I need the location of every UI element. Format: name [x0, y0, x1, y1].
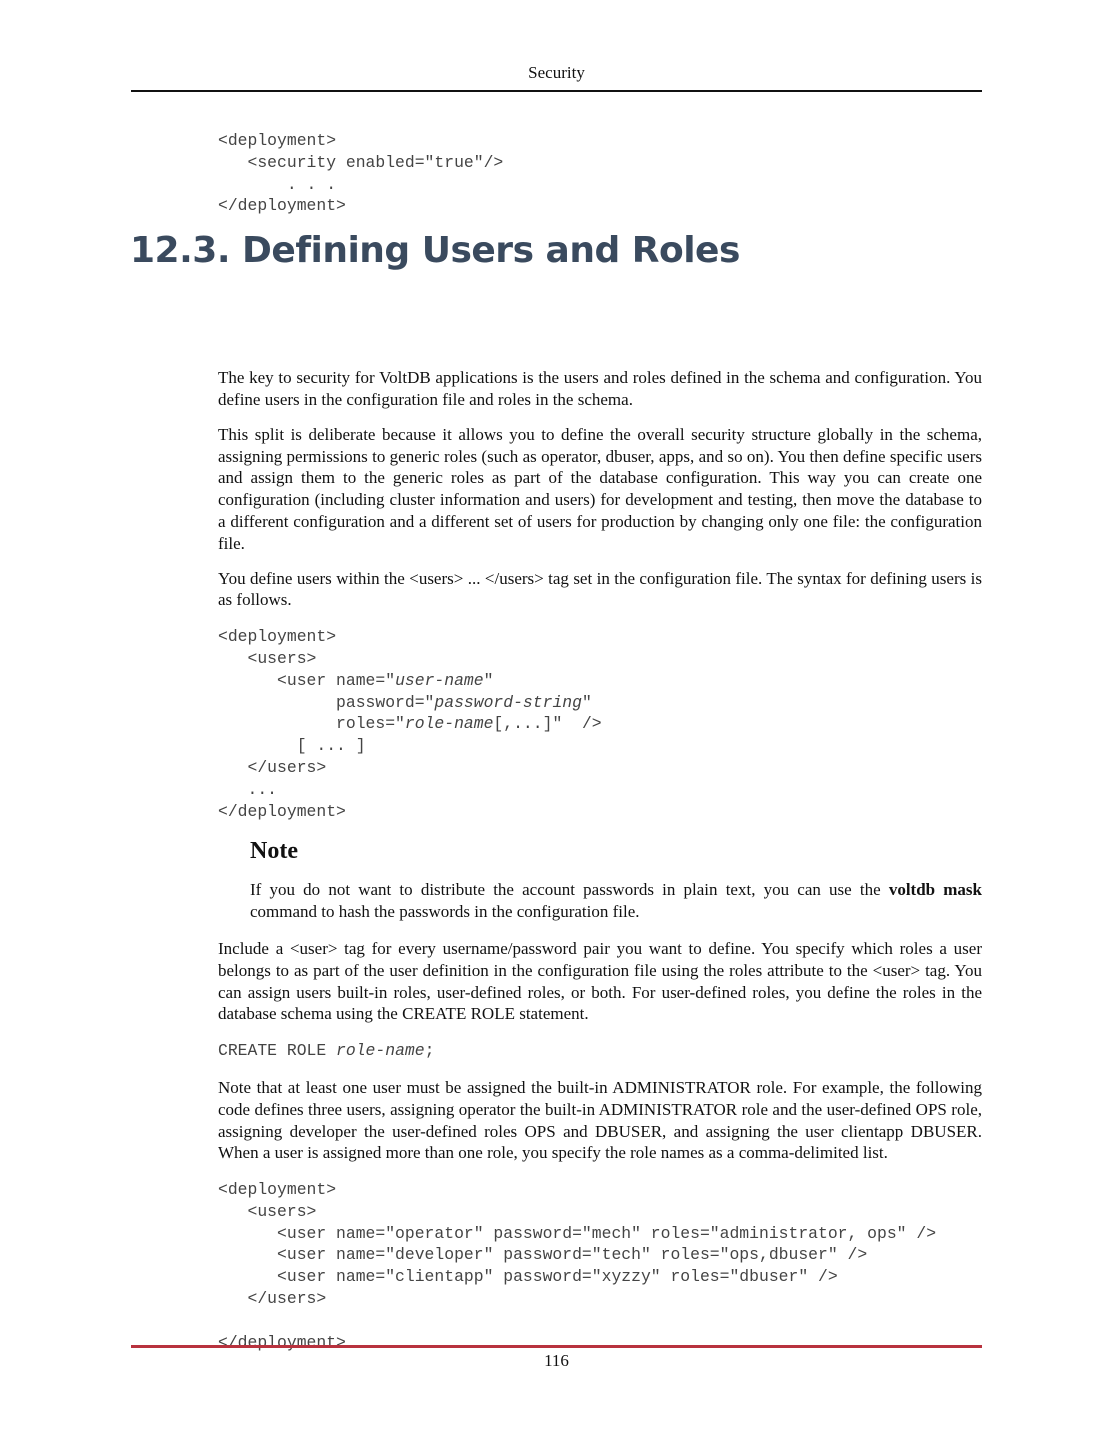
- paragraph-administrator-role: Note that at least one user must be assigned the built-in ADMINISTRATOR role. For example, the following code defines three users, assigning operator the built-in ADMINISTRATOR role and the user-defined OPS role, assigning developer the user-defined roles OPS and DBUSER, and assigning the user clientapp DBUSER. When a user is assigned more than one role, you specify the role names as a comma-delimited list.: [218, 1077, 982, 1163]
- code-block-users-example: <deployment> <users> <user name="operator" password="mech" roles="administrator, ops" /> <user name="developer" password="tech" roles="ops,dbuser" /> <user name="clientapp" password="xyzzy" roles="dbuser" /> </users> </deployment>: [218, 1180, 937, 1352]
- page-number: 116: [544, 1351, 569, 1370]
- header-divider: [131, 90, 982, 92]
- voltdb-mask-command: voltdb mask: [888, 880, 983, 900]
- note-admonition: [250, 838, 982, 923]
- footer-divider: [131, 1345, 982, 1348]
- code-block-security-enabled: <deployment> <security enabled="true"/> . . . </deployment>: [218, 131, 504, 216]
- note-heading: Note: [250, 838, 298, 865]
- code-block-user-syntax: <deployment> <users> <user name="user-name" password="password-string" roles="role-name[,...]" /> [ ... ] </users> ... </deployment>: [218, 627, 602, 821]
- paragraph-users-tag: You define users within the <users> ... </users> tag set in the configuration file. The syntax for defining users is as follows.: [218, 568, 982, 610]
- paragraph-user-tag: Include a <user> tag for every username/password pair you want to define. You specify which roles a user belongs to as part of the user definition in the configuration file using the roles attribute to the <user> tag. You can assign users built-in roles, user-defined roles, or both. For user-defined roles, you define the roles in the database schema using the CREATE ROLE statement.: [218, 938, 982, 1024]
- paragraph-split-rationale: This split is deliberate because it allows you to define the overall security structure globally in the schema, assigning permissions to generic roles (such as operator, dbuser, apps, and so on). You then define specific users and assign them to the generic roles as part of the database configuration. This way you can create one configuration (including cluster information and users) for development and testing, then move the database to a different configuration and a different set of users for production by changing only one file: the configuration file.: [218, 424, 982, 553]
- page-content: [218, 130, 982, 1353]
- note-text: If you do not want to distribute the account passwords in plain text, you can use the voltdb mask command to hash the passwords in the configuration file.: [250, 880, 983, 922]
- paragraph-intro: The key to security for VoltDB applications is the users and roles defined in the schema and configuration. You define users in the configuration file and roles in the schema.: [218, 368, 982, 409]
- spacer: [218, 217, 982, 367]
- section-title: 12.3. Defining Users and Roles: [130, 230, 740, 271]
- header-title: Security: [528, 63, 585, 82]
- code-create-role: CREATE ROLE role-name;: [218, 1041, 435, 1061]
